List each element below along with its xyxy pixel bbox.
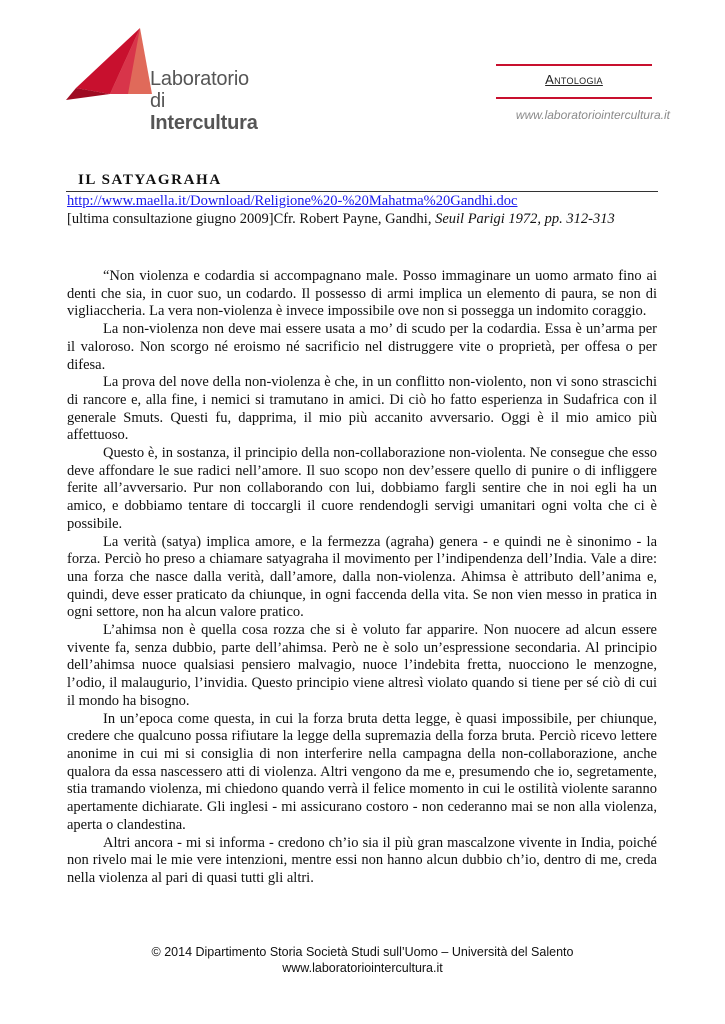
logo-line1: Laboratorio bbox=[150, 68, 249, 90]
paragraph: “Non violenza e codardia si accompagnano male. Posso immaginare un uomo armato fino ai denti che sia, in cuor suo, un codardo. Il possesso di armi implica un elemento di paura, se non di vigliaccheria. La vera non-violenza è invece impossibile ove non si possegga un indomito coraggio. bbox=[67, 268, 657, 320]
section-label: Antologia bbox=[545, 72, 603, 87]
consultation-note: [ultima consultazione giugno 2009]Cfr. Robert Payne, Gandhi, Seuil Parigi 1972, pp. 312-313 bbox=[67, 211, 615, 227]
source-link[interactable]: http://www.maella.it/Download/Religione%20-%20Mahatma%20Gandhi.doc bbox=[67, 193, 518, 209]
logo-line2: di Intercultura bbox=[150, 90, 258, 134]
logo-line2-bold: Intercultura bbox=[150, 112, 258, 134]
paragraph: La verità (satya) implica amore, e la fermezza (agraha) genera - e quindi ne è sinonimo - la forza. Perciò ho preso a chiamare satyagraha il movimento per l’indipendenza dell’India. Vale a dire: una forza che nasce dalla verità, dall’amore, dalla non-violenza. Ahimsa è attributo dell’anima e, quindi, deve esser praticato da chiunque, in ogni faccenda della vita. Se non vien messo in pratica in ogni settore, non ha alcun valore pratico. bbox=[67, 533, 657, 621]
paragraph: In un’epoca come questa, in cui la forza bruta detta legge, è quasi impossibile, per chiunque, credere che qualcuno possa rifiutare la legge della supremazia della forza bruta. Perciò ricevo lettere anonime in cui mi si consiglia di non interferire nella campagna della non-collaborazione, anche qualora da essa nascessero atti di violenza. Altri vengono da me e, presumendo che io, segretamente, stia tramando violenza, mi chiedono quando verrà il felice momento in cui le ostilità violente saranno apertamente dichiarate. Gli inglesi - mi assicurano costoro - non cederanno mai se non alla violenza, aperta o clandestina. bbox=[67, 710, 657, 833]
paragraph: Questo è, in sostanza, il principio della non-collaborazione non-violenta. Ne consegue che esso deve affondare le sue radici nell’amore. Il suo scopo non dev’essere quello di punire o di infliggere ferite all’avversario. Pur non collaborando con lui, dobbiamo fargli sentire che in noi egli ha un amico, e dobbiamo tentare di toccargli il cuore rendendogli servigi umanitari ogni volta che ci è possibile. bbox=[67, 445, 657, 532]
title-divider bbox=[66, 191, 658, 192]
logo-flag-icon bbox=[66, 28, 152, 118]
footer-url: www.laboratoriointercultura.it bbox=[282, 961, 443, 975]
consultation-italic: Seuil Parigi 1972, pp. 312-313 bbox=[435, 211, 615, 227]
article-title: IL SATYAGRAHA bbox=[78, 172, 222, 188]
footer-copyright: © 2014 Dipartimento Storia Società Studi sull’Uomo – Università del Salento bbox=[151, 945, 574, 959]
site-url: www.laboratoriointercultura.it bbox=[515, 108, 670, 122]
logo-text bbox=[150, 68, 266, 134]
header-rule-top bbox=[496, 64, 652, 66]
paragraph: La prova del nove della non-violenza è che, in un conflitto non-violento, non vi sono strascichi di rancore e, alla fine, i nemici si tramutano in amici. Di ciò ho fatto esperienza in Sudafrica con il generale Smuts. Questi fu, dapprima, il mio più accanito avversario. Oggi è il mio amico più affettuoso. bbox=[67, 374, 657, 444]
header-rule-bottom bbox=[496, 97, 652, 99]
paragraph: L’ahimsa non è quella cosa rozza che si è voluto far apparire. Non nuocere ad alcun essere vivente fa, senza dubbio, parte dell’ahimsa. Però ne è solo un’espressione secondaria. Al principio dell’ahimsa nuoce qualsiasi pensiero malvagio, nuoce l’indebita fretta, nuocciono le menzogne, l’odio, il malaugurio, l’invidia. Questo principio viene altresì violato quando si tiene per sé ciò di cui il mondo ha bisogno. bbox=[67, 622, 657, 709]
paragraph: Altri ancora - mi si informa - credono ch’io sia il più gran mascalzone vivente in India, poiché non rivelo mai le mie vere intenzioni, mentre essi non hanno alcun dubbio ch’io, dentro di me, creda nella violenza al pari di quasi tutti gli altri. bbox=[67, 834, 657, 886]
logo bbox=[66, 28, 266, 134]
paragraph: La non-violenza non deve mai essere usata a mo’ di scudo per la codardia. Essa è un’arma per il valoroso. Non scorgo né eroismo né sacrificio nel distruggere vite o proprietà, per offesa o per difesa. bbox=[67, 321, 657, 373]
article-body bbox=[67, 268, 657, 888]
